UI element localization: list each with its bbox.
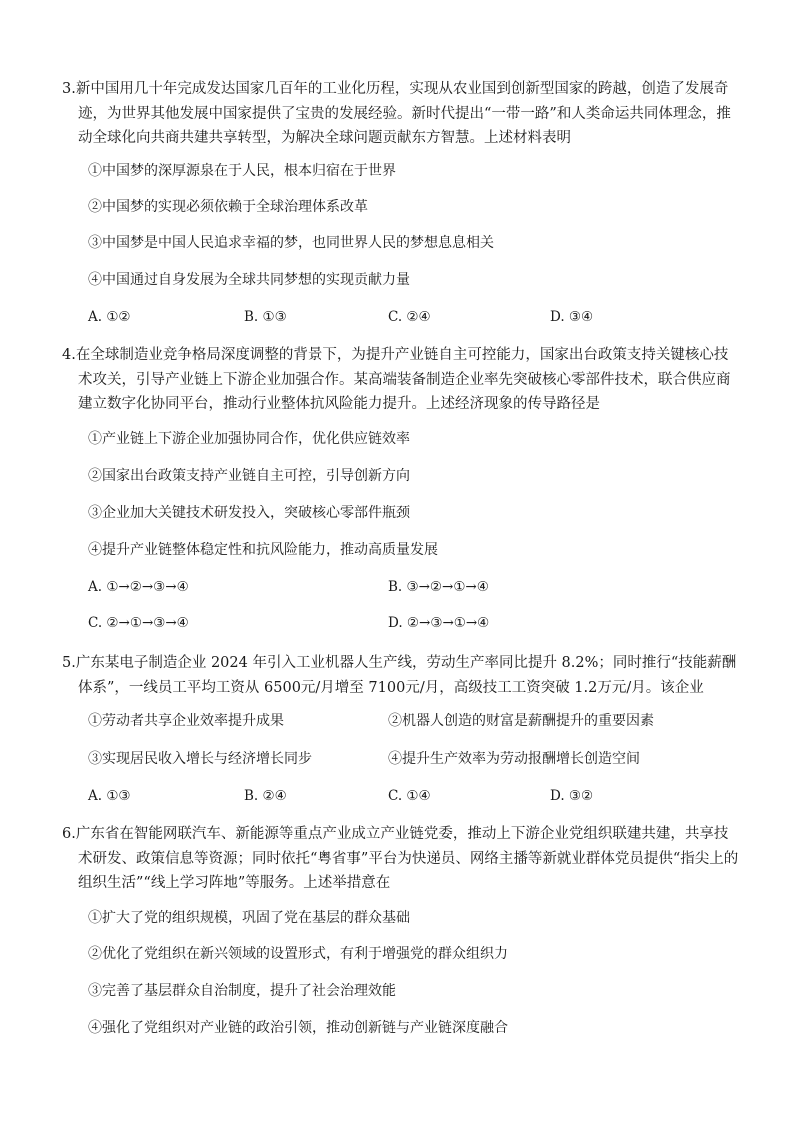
choice-c: C. ②→①→③→④ [88, 615, 189, 631]
question-6-option-3: ③完善了基层群众自治制度，提升了社会治理效能 [88, 983, 396, 999]
question-6-stem: 6.广东省在智能网联汽车、新能源等重点产业成立产业链党委，推动上下游企业党组织联建共建，共享技术研发、政策信息等资源；同时依托“粤省事”平台为快递员、网络主播等新就业群体党员提供“指尖上的组织生活”“线上学习阵地”等服务。上述举措意在 [62, 826, 739, 891]
choice-b: B. ③→②→①→④ [388, 579, 489, 595]
question-3-option-3: ③中国梦是中国人民追求幸福的梦，也同世界人民的梦想息息相关 [88, 235, 494, 251]
question-3-option-2: ②中国梦的实现必须依赖于全球治理体系改革 [88, 199, 368, 215]
question-4-option-3: ③企业加大关键技术研发投入，突破核心零部件瓶颈 [88, 505, 410, 521]
question-3-stem: 3.新中国用几十年完成发达国家几百年的工业化历程，实现从农业国到创新型国家的跨越，创造了发展奇迹，为世界其他发展中国家提供了宝贵的发展经验。新时代提出“一带一路”和人类命运共同体理念，推动全球化向共商共建共享转型，为解决全球问题贡献东方智慧。上述材料表明 [62, 81, 731, 146]
question-5 [62, 651, 742, 700]
choice-c: C. ①④ [388, 788, 431, 804]
question-3-option-1: ①中国梦的深厚源泉在于人民，根本归宿在于世界 [88, 163, 396, 179]
question-5-option-1: ①劳动者共享企业效率提升成果 [88, 713, 284, 729]
choice-d: D. ③② [550, 788, 594, 804]
question-4-option-2: ②国家出台政策支持产业链自主可控，引导创新方向 [88, 468, 410, 484]
question-3-option-4: ④中国通过自身发展为全球共同梦想的实现贡献力量 [88, 272, 410, 288]
question-5-option-2: ②机器人创造的财富是薪酬提升的重要因素 [388, 713, 654, 729]
question-4-option-1: ①产业链上下游企业加强协同合作，优化供应链效率 [88, 431, 410, 447]
choice-a: A. ①② [88, 309, 131, 325]
choice-a: A. ①③ [88, 788, 131, 804]
choice-d: D. ②→③→①→④ [388, 615, 490, 631]
question-3 [62, 77, 742, 151]
choice-b: B. ①③ [244, 309, 287, 325]
question-6 [62, 822, 742, 896]
choice-c: C. ②④ [388, 309, 431, 325]
question-4-option-4: ④提升产业链整体稳定性和抗风险能力，推动高质量发展 [88, 542, 438, 558]
choice-d: D. ③④ [550, 309, 594, 325]
question-5-stem: 5.广东某电子制造企业 2024 年引入工业机器人生产线，劳动生产率同比提升 8.2%；同时推行“技能薪酬体系”，一线员工平均工资从 6500元/月增至 7100元/月，高级技工工资突破 1.2万元/月。该企业 [62, 655, 737, 696]
choice-a: A. ①→②→③→④ [88, 579, 189, 595]
question-5-option-3: ③实现居民收入增长与经济增长同步 [88, 751, 312, 767]
choice-b: B. ②④ [244, 788, 287, 804]
question-4-stem: 4.在全球制造业竞争格局深度调整的背景下，为提升产业链自主可控能力，国家出台政策支持关键核心技术攻关，引导产业链上下游企业加强合作。某高端装备制造企业率先突破核心零部件技术，联合供应商建立数字化协同平台，推动行业整体抗风险能力提升。上述经济现象的传导路径是 [62, 347, 731, 412]
question-6-option-2: ②优化了党组织在新兴领域的设置形式，有利于增强党的群众组织力 [88, 946, 508, 962]
question-4 [62, 343, 742, 417]
question-5-option-4: ④提升生产效率为劳动报酬增长创造空间 [388, 751, 640, 767]
question-6-option-1: ①扩大了党的组织规模，巩固了党在基层的群众基础 [88, 910, 410, 926]
question-6-option-4: ④强化了党组织对产业链的政治引领，推动创新链与产业链深度融合 [88, 1020, 508, 1036]
